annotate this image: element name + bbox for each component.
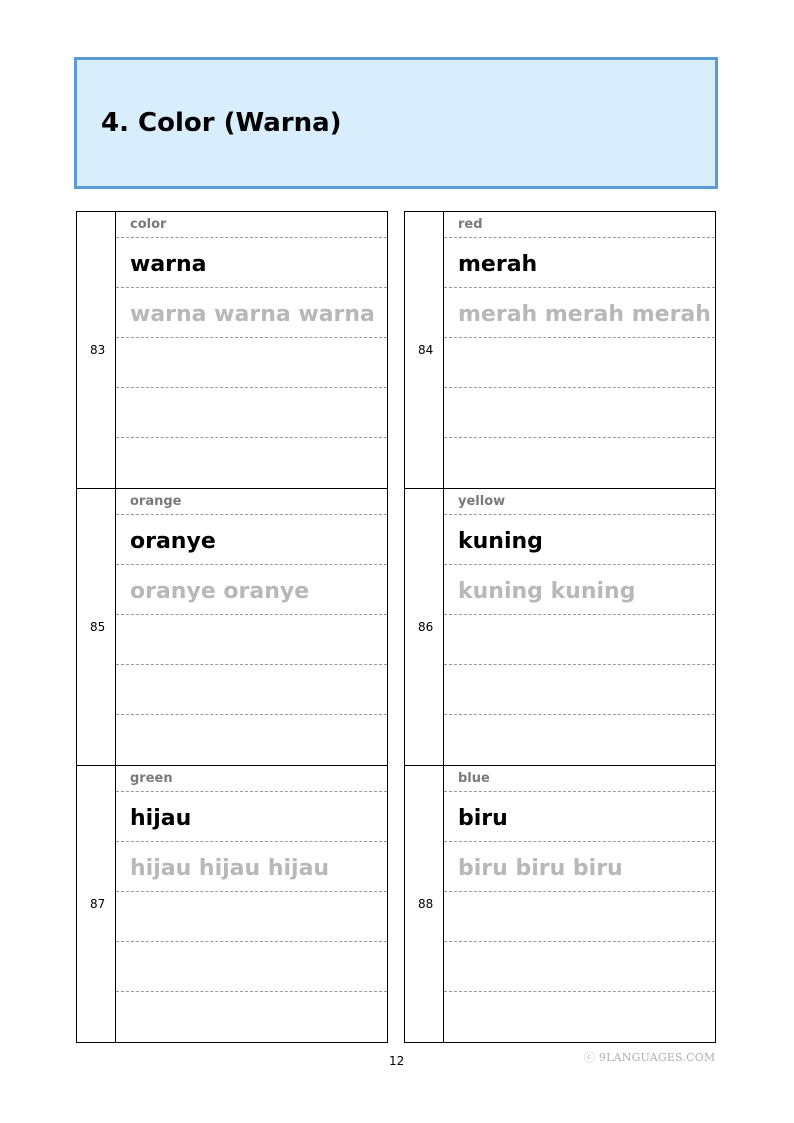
writing-line [116,614,387,615]
writing-line [444,991,715,992]
vocab-card [404,211,716,489]
card-word: kuning [458,529,543,554]
writing-line [116,237,387,238]
writing-line [444,287,715,288]
writing-line [444,714,715,715]
card-word: oranye [130,529,216,554]
writing-line [116,991,387,992]
writing-line [116,337,387,338]
card-body [444,212,716,489]
vocab-card [404,765,716,1043]
card-number: 83 [90,343,106,357]
card-number-column [404,489,444,766]
card-meaning: yellow [458,494,506,509]
writing-line [116,841,387,842]
copyright-notice: ⓒ 9LANGUAGES.COM [584,1051,716,1064]
card-number: 84 [418,343,434,357]
writing-line [116,891,387,892]
writing-line [116,564,387,565]
card-number-column [404,212,444,489]
card-number-column [404,766,444,1042]
page-title: 4. Color (Warna) [101,108,342,138]
card-trace-text: warna warna warna [130,302,375,327]
card-word: warna [130,252,207,277]
card-meaning: color [130,217,167,232]
vocab-card [76,765,388,1043]
writing-line [444,614,715,615]
card-trace-text: kuning kuning [458,579,636,604]
card-number: 88 [418,897,434,911]
card-word: merah [458,252,538,277]
writing-line [444,941,715,942]
card-number: 85 [90,620,106,634]
writing-line [444,791,715,792]
writing-line [116,514,387,515]
card-number: 87 [90,897,106,911]
vocab-card [404,488,716,766]
writing-line [116,714,387,715]
writing-line [444,664,715,665]
card-meaning: orange [130,494,182,509]
writing-line [444,514,715,515]
writing-line [444,387,715,388]
card-number-column [76,766,116,1042]
card-body [444,766,716,1042]
writing-line [444,237,715,238]
card-trace-text: merah merah merah [458,302,711,327]
vocab-card [76,488,388,766]
writing-line [444,841,715,842]
card-word: biru [458,806,508,831]
writing-line [116,664,387,665]
writing-line [444,437,715,438]
card-trace-text: hijau hijau hijau [130,856,330,881]
writing-line [116,287,387,288]
card-number-column [76,489,116,766]
card-meaning: red [458,217,483,232]
writing-line [116,791,387,792]
card-number: 86 [418,620,434,634]
card-trace-text: biru biru biru [458,856,623,881]
card-number-column [76,212,116,489]
section-header [74,57,718,189]
card-body [116,489,388,766]
writing-line [116,941,387,942]
writing-line [444,337,715,338]
page-number: 12 [389,1054,405,1068]
card-meaning: green [130,771,173,786]
card-word: hijau [130,806,192,831]
card-trace-text: oranye oranye [130,579,310,604]
card-meaning: blue [458,771,490,786]
writing-line [444,564,715,565]
writing-line [116,387,387,388]
writing-line [116,437,387,438]
writing-line [444,891,715,892]
vocab-card [76,211,388,489]
card-body [444,489,716,766]
card-body [116,212,388,489]
card-body [116,766,388,1042]
